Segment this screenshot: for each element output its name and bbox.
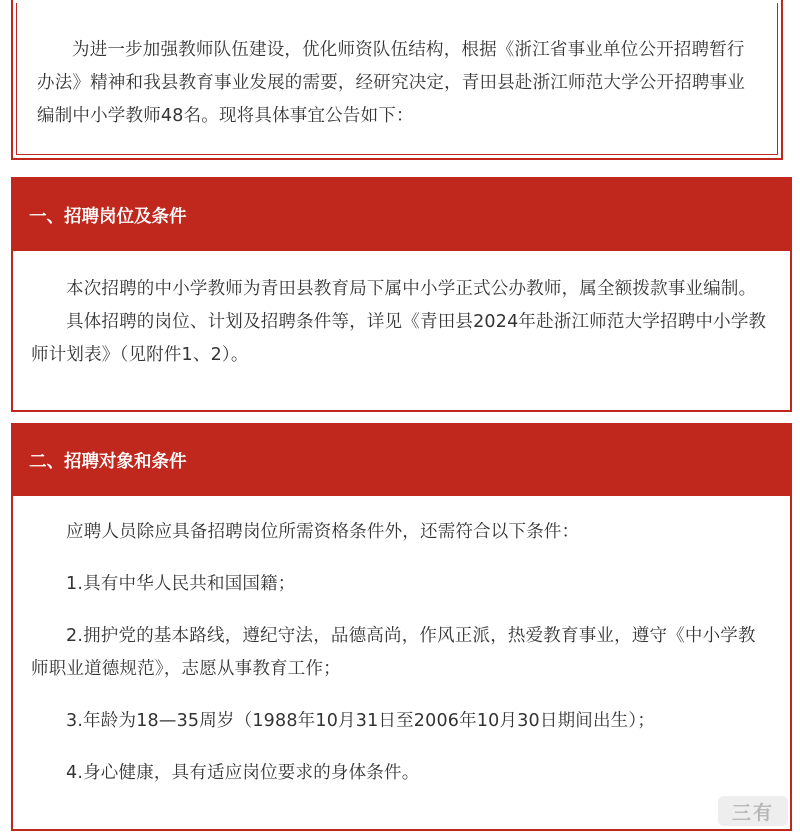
section-recruitment-positions (11, 177, 792, 412)
section-title: 二、招聘对象和条件 (29, 452, 187, 472)
intro-paragraph: 为进一步加强教师队伍建设，优化师资队伍结构，根据《浙江省事业单位公开招聘暂行办法》精神和我县教育事业发展的需要，经研究决定，青田县赴浙江师范大学公开招聘事业编制中小学教师48名。现将具体事宜公告如下： (37, 40, 745, 126)
section-header (13, 425, 790, 496)
section-body (13, 496, 790, 790)
section-paragraph: 具体招聘的岗位、计划及招聘条件等，详见《青田县2024年赴浙江师范大学招聘中小学教师计划表》（见附件1、2）。 (31, 312, 767, 365)
section-body (13, 251, 790, 372)
intro-inner-frame (16, 3, 778, 155)
condition-item: 4.身心健康，具有适应岗位要求的身体条件。 (66, 763, 420, 783)
condition-item: 2.拥护党的基本路线，遵纪守法，品德高尚，作风正派，热爱教育事业，遵守《中小学教师职业道德规范》，志愿从事教育工作； (31, 626, 756, 679)
section-paragraph: 应聘人员除应具备招聘岗位所需资格条件外，还需符合以下条件： (66, 522, 580, 542)
condition-item: 3.年龄为18—35周岁（1988年10月31日至2006年10月30日期间出生）； (66, 711, 656, 731)
section-recruitment-targets (11, 423, 792, 831)
intro-box (11, 0, 783, 160)
watermark-logo: 三有 (718, 796, 788, 826)
section-header (13, 179, 790, 251)
section-title: 一、招聘岗位及条件 (29, 206, 187, 227)
section-paragraph: 本次招聘的中小学教师为青田县教育局下属中小学正式公办教师，属全额拨款事业编制。 (66, 279, 757, 299)
condition-item: 1.具有中华人民共和国国籍； (66, 574, 296, 594)
